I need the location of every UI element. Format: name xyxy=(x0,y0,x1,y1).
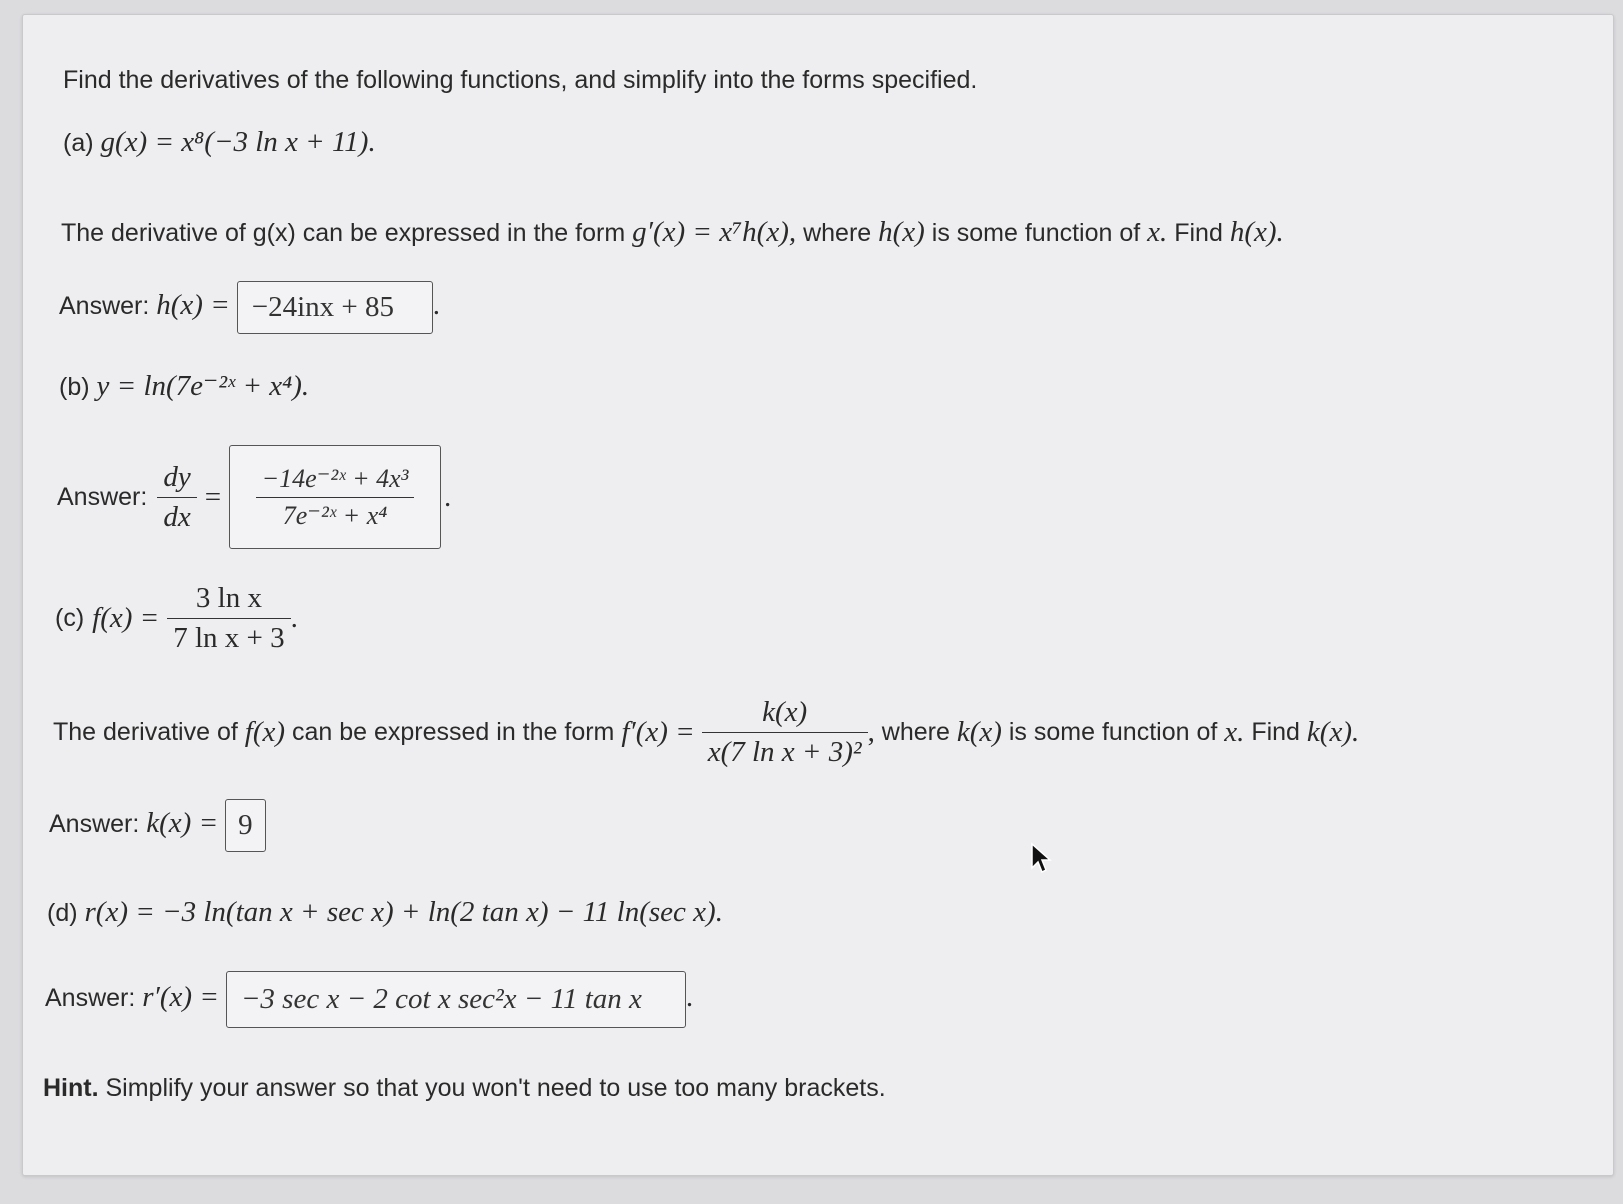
part-c-prompt: The derivative of f(x) can be expressed in the form f′(x) = $\frac{k(x)}{\text{x(7 ln x + 3)²}}$ , where k(x) is some function of x. Find k(x). xyxy=(53,696,1360,768)
part-c-prompt-where: where xyxy=(881,718,950,747)
part-d-function: r(x) = −3 ln(tan x + sec x) + ln(2 tan x) − 11 ln(sec x). xyxy=(84,896,723,928)
part-b-answer-fraction xyxy=(256,463,415,530)
part-a-prompt-form: g′(x) = x⁷h(x), xyxy=(632,216,797,248)
part-c-function-fraction xyxy=(167,581,290,656)
part-b-answer-label: Answer: xyxy=(57,483,148,511)
part-a-prompt xyxy=(61,215,1284,250)
intro-text: Find the derivatives of the following functions, and simplify into the forms specified. xyxy=(63,66,978,94)
part-c-function-num: 3 ln x xyxy=(195,582,262,614)
part-a-prompt-find-hx: h(x). xyxy=(1229,216,1284,248)
part-a-prompt-rest: is some function of xyxy=(931,219,1141,247)
part-a-prompt-where: where xyxy=(803,219,872,247)
part-c-answer-row xyxy=(49,799,266,852)
part-a-answer-input[interactable]: −24inx + 85 xyxy=(237,281,433,334)
part-c-prompt-form-fraction xyxy=(702,695,868,770)
part-a-answer-row: Answer: h(x) = −24inx + 85 . xyxy=(59,281,440,334)
mouse-pointer-icon xyxy=(1030,842,1052,879)
part-a-prompt-hx: h(x) xyxy=(878,216,925,248)
part-a-heading xyxy=(63,125,376,160)
part-d-answer-row: Answer: r′(x) = −3 sec x − 2 cot x sec²x − 11 tan x . xyxy=(45,971,693,1028)
hint-text: Simplify your answer so that you won't need to use too many brackets. xyxy=(105,1074,886,1102)
part-b-eq: = xyxy=(204,480,222,513)
part-c-function-lhs: f(x) = xyxy=(92,601,160,634)
part-c-prompt-form-num: k(x) xyxy=(762,696,808,728)
part-a-label: (a) xyxy=(63,129,94,157)
part-b-dydx-den: dx xyxy=(163,500,191,533)
part-b-dydx-num: dy xyxy=(163,460,191,493)
part-d-answer-label: Answer: xyxy=(45,984,136,1013)
part-a-prompt-x: x. xyxy=(1147,216,1168,248)
part-c-prompt-find-kx: k(x). xyxy=(1306,715,1360,748)
hint-row xyxy=(43,1073,886,1103)
part-c-prompt-text: The derivative of xyxy=(53,718,238,747)
part-c-prompt-kx: k(x) xyxy=(956,715,1002,748)
part-a-answer-lhs: h(x) = xyxy=(156,289,230,322)
part-b-heading xyxy=(59,369,309,404)
part-a-prompt-text: The derivative of g(x) can be expressed in the form xyxy=(61,219,626,247)
part-b-label: (b) xyxy=(59,373,90,401)
part-b-answer-den: 7e⁻²ˣ + x⁴ xyxy=(282,500,388,530)
part-d-label: (d) xyxy=(47,899,78,927)
part-c-prompt-form-lhs: f′(x) = xyxy=(621,715,695,748)
part-c-function-den: 7 ln x + 3 xyxy=(173,621,285,654)
part-d-answer-input[interactable]: −3 sec x − 2 cot x sec²x − 11 tan x xyxy=(226,971,686,1028)
part-c-prompt-x: x. xyxy=(1224,715,1245,748)
part-c-prompt-rest: is some function of xyxy=(1008,718,1218,747)
hint-label: Hint. xyxy=(43,1074,99,1102)
question-card xyxy=(22,14,1614,1176)
part-b-answer-row: Answer: $\frac{dy}{dx}$ = $\frac{\text{−14e⁻²ˣ + 4x³}}{\text{7e⁻²ˣ + x⁴}}$ . xyxy=(57,445,451,549)
part-c-label: (c) xyxy=(55,604,85,633)
part-d-answer-lhs: r′(x) = xyxy=(142,981,219,1014)
part-a-prompt-find: Find xyxy=(1174,219,1223,247)
part-d-heading xyxy=(47,895,723,930)
part-c-answer-input[interactable]: 9 xyxy=(225,799,266,852)
part-b-function: y = ln(7e⁻²ˣ + x⁴). xyxy=(96,370,310,402)
part-a-function: g(x) = x⁸(−3 ln x + 11). xyxy=(100,126,376,158)
part-c-prompt-fx: f(x) xyxy=(244,715,286,748)
part-b-answer-input[interactable] xyxy=(229,445,441,549)
part-c-prompt-find: Find xyxy=(1251,718,1300,747)
part-b-answer-num: −14e⁻²ˣ + 4x³ xyxy=(261,464,409,494)
part-c-answer-lhs: k(x) = xyxy=(146,807,219,840)
part-c-prompt-form-den: x(7 ln x + 3)² xyxy=(707,735,862,768)
part-c-heading: (c) f(x) = $\frac{\text{3 ln x}}{\text{7 ln x + 3}}$ . xyxy=(55,582,298,654)
part-a-answer-label: Answer: xyxy=(59,292,150,321)
part-c-answer-label: Answer: xyxy=(49,810,140,839)
part-c-prompt-mid: can be expressed in the form xyxy=(291,718,615,747)
part-b-dydx xyxy=(157,460,196,535)
